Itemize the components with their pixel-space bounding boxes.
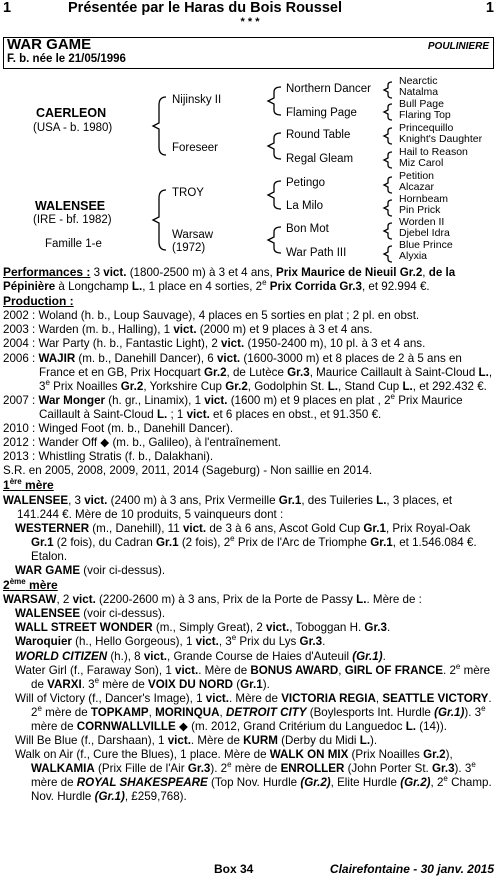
horse-description: F. b. née le 21/05/1996 <box>7 53 126 65</box>
pedigree-g4-item: Djebel Idra <box>399 227 450 239</box>
pedigree-g4-item: Alyxia <box>399 250 428 262</box>
pedigree-g3-item: Regal Gleam <box>286 153 354 165</box>
second-dam-paragraph: WARSAW, 2 vict. (2200-2600 m) à 3 ans, Prix de la Porte de Passy L.. Mère de : <box>3 593 422 607</box>
pedigree-g4-item: Hornbeam <box>399 193 449 205</box>
production-item: 2007 : War Monger (h. gr., Linamix), 1 vict. (1600 m) et 9 places en plat , 2e Prix Maurice Caillault à Saint-Cloud L. ; 1 vict. et 6 places en obst., et 91.350 €. <box>3 391 463 421</box>
pedigree-g4-item: Nearctic <box>399 75 438 87</box>
pedigree-g4-item: Natalma <box>399 86 439 98</box>
pedigree-g2-item: TROY <box>172 187 204 199</box>
lot-number: 1 <box>3 0 12 16</box>
second-dam-heading: 2ème mère <box>3 577 58 593</box>
pedigree-g4-item: Worden II <box>399 216 445 228</box>
pedigree-g3-item: La Milo <box>286 200 324 212</box>
second-dam-produce: WALL STREET WONDER (m., Simply Great), 2 vict., Toboggan H. Gr.3. <box>15 621 391 635</box>
second-dam-produce: WORLD CITIZEN (h.), 8 vict., Grande Course de Haies d'Auteuil (Gr.1). <box>15 649 386 663</box>
sire-info: (USA - b. 1980) <box>33 122 113 134</box>
catalogue-body <box>3 265 494 805</box>
pedigree-g4-item: Petition <box>399 170 435 182</box>
pedigree-g3-item: Round Table <box>286 129 351 141</box>
pedigree-g4-item: Blue Prince <box>399 239 453 251</box>
pedigree-g3-item: Bon Mot <box>286 223 329 235</box>
pedigree-g4-item: Miz Carol <box>399 157 444 169</box>
dam-info: (IRE - bf. 1982) <box>33 214 112 226</box>
pedigree-g4-item: Princequillo <box>399 122 454 134</box>
second-dam-produce: Will Be Blue (f., Darshaan), 1 vict.. Mère de KURM (Derby du Midi L.). <box>15 734 378 748</box>
production-item: 2002 : Woland (h. b., Loup Sauvage), 4 places en 5 sorties en plat ; 2 pl. en obst. <box>3 309 420 323</box>
first-dam-heading: 1ère mère <box>3 477 54 493</box>
horse-category: POULINIERE <box>427 41 489 52</box>
pedigree-g3-item: Northern Dancer <box>286 83 372 95</box>
pedigree-g4-item: Hail to Reason <box>399 146 468 158</box>
pedigree-g2-item: Warsaw <box>172 229 214 241</box>
production-item: 2006 : WAJIR (m. b., Danehill Dancer), 6 vict. (1600-3000 m) et 8 places de 2 à 5 ans en France et en GB, Prix Hocquart Gr.2, de Lutèce Gr.3, Maurice Caillault à Saint-Cloud L., 3e Prix Noailles Gr.2, Yorkshire Cup Gr.2, Godolphin St. L., Stand Cup L., et 292.432 €. <box>3 351 493 393</box>
box-number: Box 34 <box>214 862 254 876</box>
production-item: 2003 : Warden (m. b., Halling), 1 vict. (2000 m) et 9 places à 3 et 4 ans. <box>3 323 373 337</box>
pedigree-g3-item: Petingo <box>286 177 326 189</box>
lot-number-right: 1 <box>485 0 494 16</box>
pedigree-g4-item: Flaring Top <box>399 109 451 121</box>
second-dam-produce: Water Girl (f., Faraway Son), 1 vict.. Mère de BONUS AWARD, GIRL OF FRANCE. 2e mère de VARXI. 3e mère de VOIX DU NORD (Gr.1). <box>15 661 491 691</box>
second-dam-produce: Waroquier (h., Hello Gorgeous), 1 vict., 3e Prix du Lys Gr.3. <box>15 633 326 649</box>
pedigree-g4-item: Knight's Daughter <box>399 133 483 145</box>
pedigree-g4-item: Bull Page <box>399 98 444 110</box>
sire-name: CAERLEON <box>36 106 107 120</box>
second-dam-produce: WALENSEE (voir ci-dessus). <box>15 607 166 621</box>
production-item: 2013 : Whistling Stratis (f. b., Dalakhani). <box>3 450 214 464</box>
performances-paragraph: Performances : 3 vict. (1800-2500 m) à 3 et 4 ans, Prix Maurice de Nieuil Gr.2, de la Pépinière à Longchamp L., 1 place en 4 sorties, 2e Prix Corrida Gr.3, et 92.994 €. <box>3 265 456 294</box>
pedigree-g2-item: Foreseer <box>172 142 219 154</box>
presenter-title: Présentée par le Haras du Bois Roussel <box>68 0 342 16</box>
production-note: S.R. en 2005, 2008, 2009, 2011, 2014 (Sageburg) - Non saillie en 2014. <box>3 464 373 478</box>
production-heading: Production : <box>3 294 74 309</box>
first-dam-produce: WESTERNER (m., Danehill), 11 vict. de 3 à 6 ans, Ascot Gold Cup Gr.1, Prix Royal-Oak Gr.1 (2 fois), du Cadran Gr.1 (2 fois), 2e Prix de l'Arc de Triomphe Gr.1, et 1.546.084 €. Etalon. <box>15 521 477 563</box>
production-item: 2010 : Winged Foot (m. b., Danehill Dancer). <box>3 422 234 436</box>
pedigree-g2-item: Nijinsky II <box>172 94 222 106</box>
production-item: 2004 : War Party (h. b., Fantastic Light), 2 vict. (1950-2400 m), 10 pl. à 3 et 4 ans. <box>3 337 426 351</box>
first-dam-produce: WAR GAME (voir ci-dessus). <box>15 563 166 577</box>
production-item: 2012 : Wander Off ◆ (m. b., Galileo), à l'entraînement. <box>3 436 281 450</box>
second-dam-produce: Will of Victory (f., Dancer's Image), 1 vict.. Mère de VICTORIA REGIA, SEATTLE VICTORY. 2e mère de TOPKAMP, MORINQUA, DETROIT CITY (Boylesports Int. Hurdle (Gr.1)). 3e mère de CORNWALLVILLE ◆ (m. 2012, Grand Critérium du Languedoc L. (14)). <box>15 691 492 733</box>
sale-info: Clairefontaine - 30 janv. 2015 <box>329 862 494 876</box>
stars-separator: * * * <box>240 16 260 28</box>
pedigree-g3-item: Flaming Page <box>286 107 357 119</box>
pedigree-g4-item: Alcazar <box>399 181 435 193</box>
pedigree-g3-item: War Path III <box>286 247 347 259</box>
dam-family: Famille 1-e <box>45 238 102 250</box>
dam-name: WALENSEE <box>35 199 106 213</box>
pedigree-g2-info: (1972) <box>172 242 206 254</box>
pedigree-g4-item: Pin Prick <box>399 204 441 216</box>
second-dam-produce: Walk on Air (f., Cure the Blues), 1 place. Mère de WALK ON MIX (Prix Noailles Gr.2), WALKAMIA (Prix Fille de l'Air Gr.3). 2e mère de ENROLLER (John Porter St. Gr.3). 3e mère de ROYAL SHAKESPEARE (Top Nov. Hurdle (Gr.2), Elite Hurdle (Gr.2), 2e Champ. Nov. Hurdle (Gr.1), £259,768). <box>15 748 492 804</box>
first-dam-paragraph: WALENSEE, 3 vict. (2400 m) à 3 ans, Prix Vermeille Gr.1, des Tuileries L., 3 places, et 141.244 €. Mère de 10 produits, 5 vainqueurs dont : <box>3 493 453 521</box>
horse-name: WAR GAME <box>7 36 92 53</box>
